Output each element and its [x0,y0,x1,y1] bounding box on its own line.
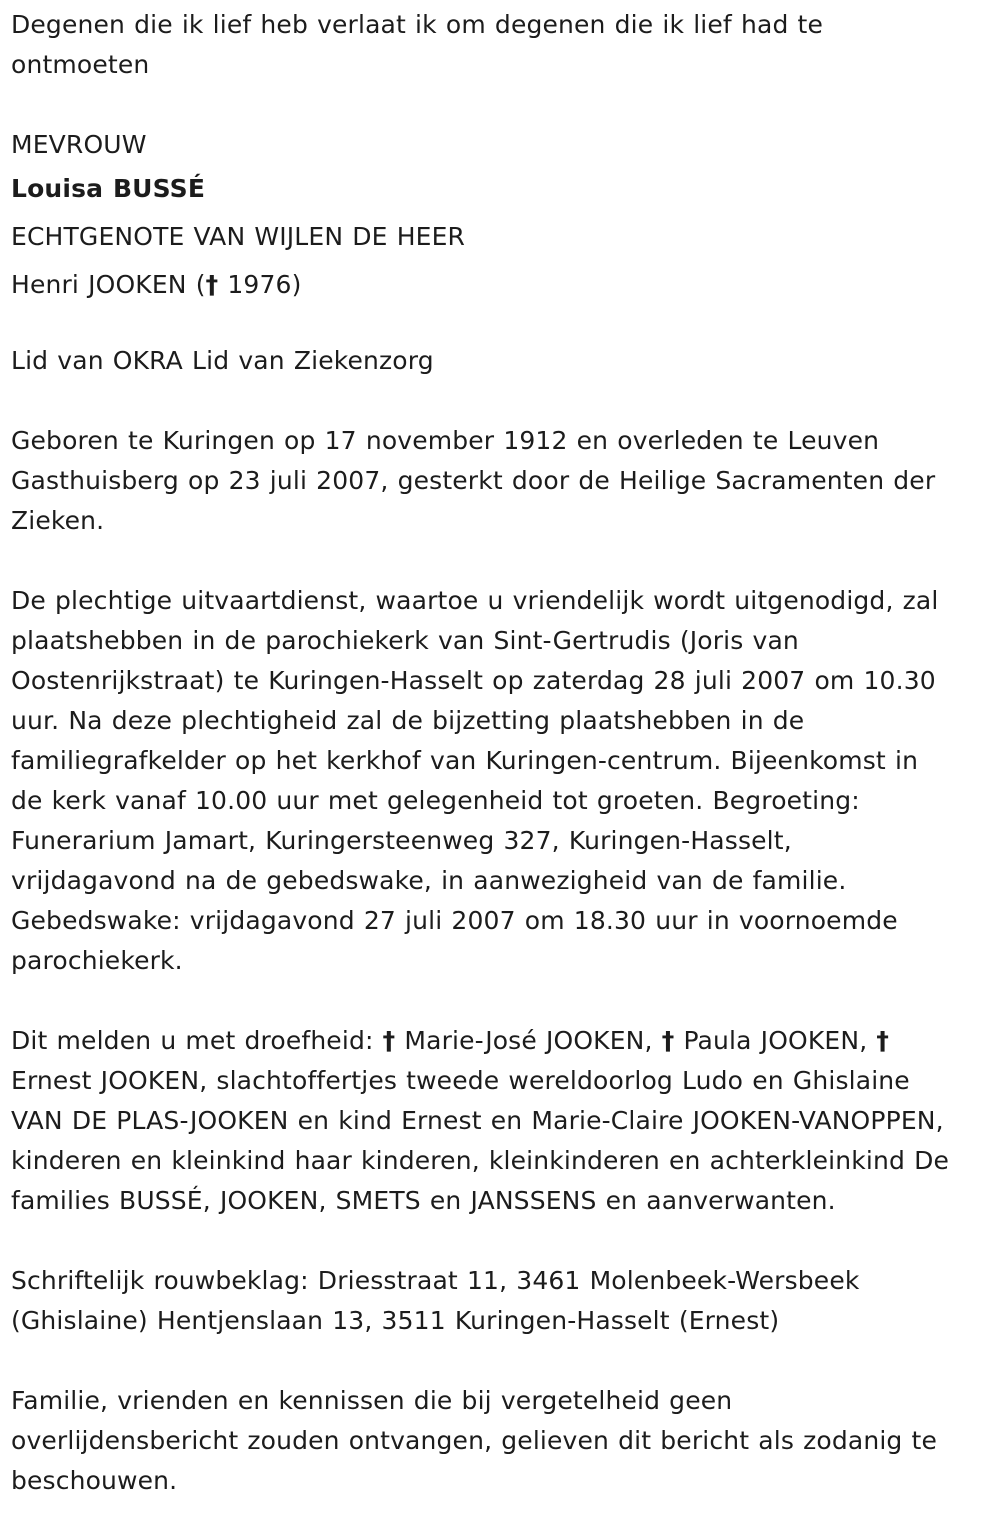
service-paragraph [11,581,990,981]
paragraph-line: parochiekerk. [11,946,183,975]
spacer [11,1341,990,1381]
deceased-name: Louisa BUSSÉ [11,174,206,203]
paragraph-line: Funerarium Jamart, Kuringersteenweg 327, Kuringen-Hasselt, [11,826,792,855]
motto-line: Degenen die ik lief heb verlaat ik om degenen die ik lief had te [11,10,824,39]
paragraph-line: Zieken. [11,506,105,535]
paragraph-line: families BUSSÉ, JOOKEN, SMETS en JANSSENS en aanverwanten. [11,1186,836,1215]
spouse-year: 1976) [218,270,302,299]
paragraph-line: vrijdagavond na de gebedswake, in aanwezigheid van de familie. [11,866,847,895]
paragraph-line: Oostenrijkstraat) te Kuringen-Hasselt op zaterdag 28 juli 2007 om 10.30 [11,666,936,695]
paragraph-line: plaatshebben in de parochiekerk van Sint-Gertrudis (Joris van [11,626,799,655]
paragraph-line: De plechtige uitvaartdienst, waartoe u vriendelijk wordt uitgenodigd, zal [11,586,939,615]
paragraph-line: Ernest JOOKEN, slachtoffertjes tweede wereldoorlog Ludo en Ghislaine [11,1066,910,1095]
paragraph-line: Familie, vrienden en kennissen die bij vergetelheid geen [11,1386,733,1415]
paragraph-line: VAN DE PLAS-JOOKEN en kind Ernest en Marie-Claire JOOKEN-VANOPPEN, [11,1106,944,1135]
spacer [11,381,990,421]
announcement-name: Marie-José JOOKEN, [395,1026,662,1055]
paragraph-line: kinderen en kleinkind haar kinderen, kleinkinderen en achterkleinkind De [11,1146,950,1175]
title-prefix: MEVROUW [11,130,147,159]
spacer [11,981,990,1021]
spacer [11,1221,990,1261]
spouse-name: Henri JOOKEN ( [11,270,206,299]
cross-icon: † [205,270,219,299]
spacer [11,541,990,581]
deceased-header [11,125,990,309]
paragraph-line: de kerk vanaf 10.00 uur met gelegenheid tot groeten. Begroeting: [11,786,860,815]
announcement-name: Paula JOOKEN, [674,1026,877,1055]
cross-icon: † [661,1026,675,1055]
birth-death-paragraph [11,421,990,541]
paragraph-line: Schriftelijk rouwbeklag: Driesstraat 11, 3461 Molenbeek-Wersbeek [11,1266,860,1295]
paragraph-line: uur. Na deze plechtigheid zal de bijzetting plaatshebben in de [11,706,805,735]
paragraph-line: (Ghislaine) Hentjenslaan 13, 3511 Kuringen-Hasselt (Ernest) [11,1306,780,1335]
paragraph-line: overlijdensbericht zouden ontvangen, gelieven dit bericht als zodanig te [11,1426,938,1455]
spacer [11,85,990,125]
announcement-intro: Dit melden u met droefheid: [11,1026,383,1055]
motto [11,5,990,85]
spouse-line [11,261,990,309]
paragraph-line: Gebedswake: vrijdagavond 27 juli 2007 om 18.30 uur in voornoemde [11,906,898,935]
announcement-paragraph [11,1021,990,1221]
cross-icon: † [876,1026,890,1055]
spacer [11,309,990,341]
paragraph-line: familiegrafkelder op het kerkhof van Kuringen-centrum. Bijeenkomst in [11,746,919,775]
closing-paragraph [11,1381,990,1501]
spouse-label: ECHTGENOTE VAN WIJLEN DE HEER [11,222,466,251]
paragraph-line: beschouwen. [11,1466,178,1495]
condolences-paragraph [11,1261,990,1341]
announcement-first-line [11,1021,990,1061]
cross-icon: † [382,1026,396,1055]
motto-line: ontmoeten [11,50,150,79]
paragraph-line: Gasthuisberg op 23 juli 2007, gesterkt door de Heilige Sacramenten der [11,466,936,495]
paragraph-line: Geboren te Kuringen op 17 november 1912 en overleden te Leuven [11,426,880,455]
membership: Lid van OKRA Lid van Ziekenzorg [11,346,434,375]
